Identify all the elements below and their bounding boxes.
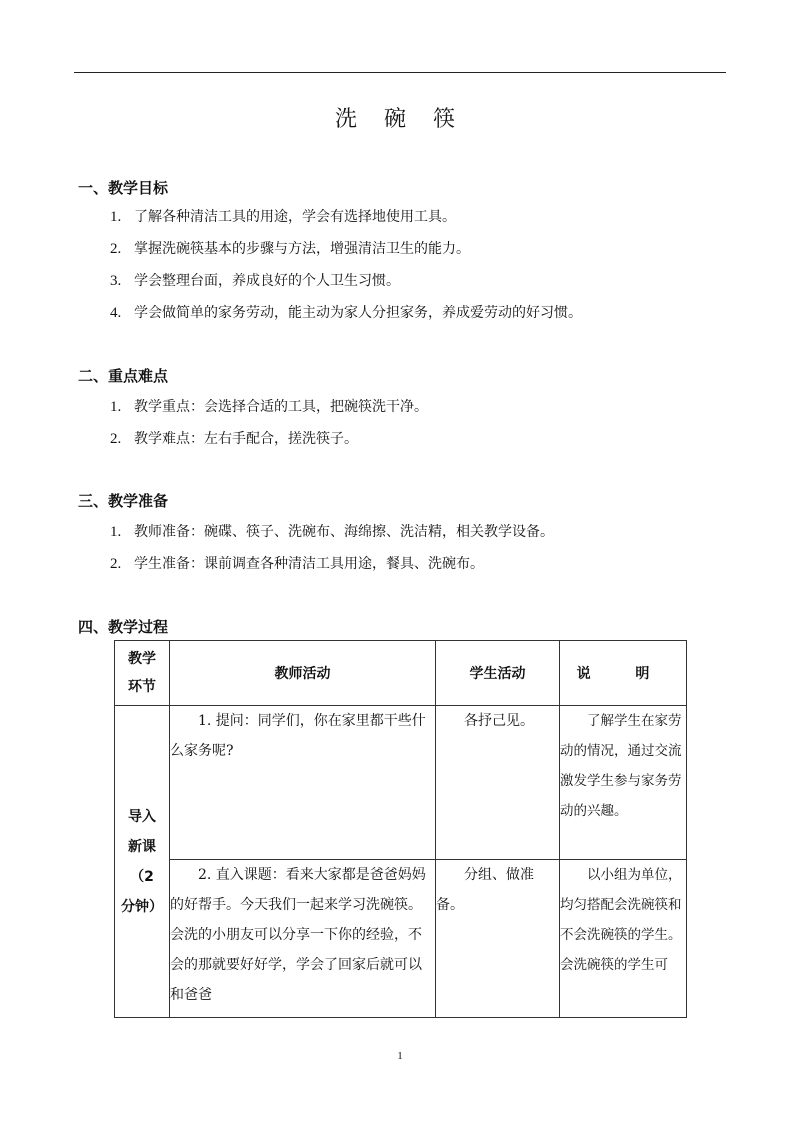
- list-item-text: 学生准备：课前调查各种清洁工具用途，餐具、洗碗布。: [134, 556, 484, 572]
- stage-line1: 导入: [128, 808, 156, 825]
- section-heading-objectives: 一、教学目标: [78, 179, 169, 197]
- explanation-text: 以小组为单位，均匀搭配会洗碗筷和不会洗碗筷的学生。会洗碗筷的学生可: [560, 867, 682, 973]
- student-activity-text: 各抒己见。: [464, 713, 534, 729]
- list-item-text: 掌握洗碗筷基本的步骤与方法，增强清洁卫生的能力。: [134, 241, 470, 257]
- list-item-number: 1.: [110, 399, 122, 415]
- section-heading-preparation: 三、教学准备: [78, 492, 169, 510]
- list-item: [110, 521, 554, 541]
- explanation-cell: [560, 860, 687, 1018]
- teacher-activity-text: 2. 直入课题：看来大家都是爸爸妈妈的好帮手。今天我们一起来学习洗碗筷。会洗的小朋友可以分享一下你的经验，不会的那就要好好学，学会了回家后就可以和爸爸: [170, 867, 426, 1003]
- teacher-activity-cell: [170, 706, 436, 860]
- list-item-number: 3.: [110, 273, 122, 289]
- section-heading-key-points: 二、重点难点: [78, 367, 169, 385]
- page-title: 洗 碗 筷: [335, 107, 465, 132]
- list-item-number: 2.: [110, 241, 122, 257]
- list-item: [110, 302, 582, 322]
- header-stage-line1: 教学: [128, 651, 156, 667]
- list-item-number: 2.: [110, 431, 122, 447]
- list-item: [110, 270, 400, 290]
- stage-line4: 分钟）: [121, 898, 163, 915]
- header-explanation: 说 明: [560, 641, 687, 706]
- explanation-text: 了解学生在家劳动的情况，通过交流激发学生参与家务劳动的兴趣。: [560, 713, 682, 819]
- stage-cell: [115, 706, 170, 1018]
- student-activity-text: 分组、做准备。: [436, 867, 534, 913]
- list-item-text: 学会整理台面，养成良好的个人卫生习惯。: [134, 273, 400, 289]
- list-item: [110, 428, 358, 448]
- header-teacher-activity: 教师活动: [170, 641, 436, 706]
- teaching-process-table: [114, 640, 687, 1018]
- list-item: [110, 396, 428, 416]
- table-row: [115, 706, 687, 860]
- list-item-text: 了解各种清洁工具的用途，学会有选择地使用工具。: [134, 209, 456, 225]
- list-item-text: 学会做简单的家务劳动，能主动为家人分担家务，养成爱劳动的好习惯。: [134, 305, 582, 321]
- header-student-activity: 学生活动: [436, 641, 560, 706]
- stage-line3: （2: [130, 868, 154, 885]
- list-item-text: 教学难点：左右手配合，搓洗筷子。: [134, 431, 358, 447]
- list-item-text: 教师准备：碗碟、筷子、洗碗布、海绵擦、洗洁精，相关教学设备。: [134, 524, 554, 540]
- list-item-text: 教学重点：会选择合适的工具，把碗筷洗干净。: [134, 399, 428, 415]
- stage-line2: 新课: [128, 838, 156, 855]
- table-header-row: [115, 641, 687, 706]
- explanation-cell: [560, 706, 687, 860]
- teacher-activity-cell: [170, 860, 436, 1018]
- header-rule: [74, 72, 726, 73]
- table-row: [115, 860, 687, 1018]
- list-item: [110, 553, 484, 573]
- list-item: [110, 206, 456, 226]
- student-activity-cell: [436, 706, 560, 860]
- list-item-number: 1.: [110, 524, 122, 540]
- list-item: [110, 238, 470, 258]
- teacher-activity-text: 1. 提问：同学们，你在家里都干些什么家务呢?: [170, 713, 426, 759]
- header-stage: [115, 641, 170, 706]
- list-item-number: 2.: [110, 556, 122, 572]
- list-item-number: 4.: [110, 305, 122, 321]
- page-number: 1: [397, 1050, 403, 1062]
- list-item-number: 1.: [110, 209, 122, 225]
- header-stage-line2: 环节: [128, 679, 156, 695]
- section-heading-process: 四、教学过程: [78, 618, 169, 636]
- student-activity-cell: [436, 860, 560, 1018]
